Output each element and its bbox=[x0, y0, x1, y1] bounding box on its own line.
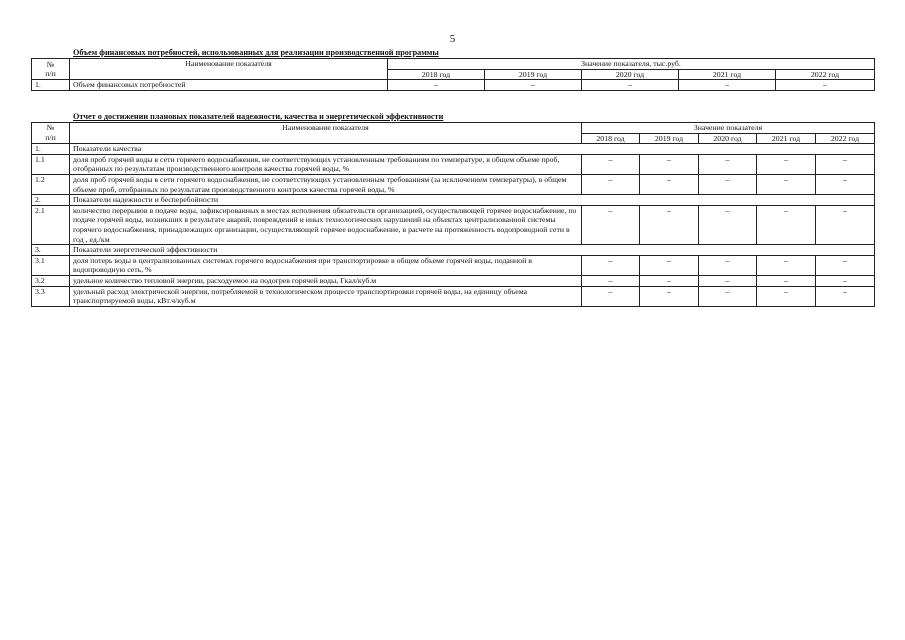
row-value: – bbox=[640, 174, 699, 194]
row-number: 2. bbox=[32, 195, 70, 206]
row-value: – bbox=[816, 286, 875, 306]
row-number: 3.2 bbox=[32, 275, 70, 286]
column-header-number-line2: п/п bbox=[45, 69, 56, 79]
row-value: – bbox=[388, 80, 485, 91]
row-value: – bbox=[582, 255, 640, 275]
year-header-2021: 2021 год bbox=[757, 133, 816, 144]
row-name: доля потерь воды в централизованных системах горячего водоснабжения при транспортировке в общем объеме горячей воды, поданной в водопроводную сеть, % bbox=[70, 255, 582, 275]
table-row bbox=[32, 154, 875, 174]
column-header-number bbox=[32, 123, 70, 144]
row-name: доля проб горячей воды в сети горячего водоснабжения, не соответствующих установленным требованиям по температуре, в общем объеме проб, отобранных по результатам производственного контроля качества горячей воды, % bbox=[70, 154, 582, 174]
year-header-2018: 2018 год bbox=[582, 133, 640, 144]
group-row bbox=[32, 144, 875, 155]
row-value: – bbox=[699, 286, 757, 306]
row-number: 1.2 bbox=[32, 174, 70, 194]
row-name: удельный расход электрической энергии, потребляемой в технологическом процессе транспортировки горячей воды, на единицу объема транспортируемой воды, кВт.ч/куб.м bbox=[70, 286, 582, 306]
row-value: – bbox=[640, 255, 699, 275]
row-value: – bbox=[699, 205, 757, 244]
group-row bbox=[32, 195, 875, 206]
column-header-value: Значение показателя bbox=[582, 123, 875, 134]
page-number: 5 bbox=[449, 33, 456, 45]
row-value: – bbox=[679, 80, 776, 91]
indicators-table bbox=[31, 122, 875, 307]
table-row bbox=[32, 80, 875, 91]
year-header-2022: 2022 год bbox=[776, 69, 875, 80]
row-value: – bbox=[757, 255, 816, 275]
row-number: 1. bbox=[32, 80, 70, 91]
row-value: – bbox=[757, 286, 816, 306]
row-name: доля проб горячей воды в сети горячего водоснабжения, не соответствующих установленным требованиям (за исключением температуры), в общем объеме проб, отобранных по результатам производственного контроля качества горячей воды, % bbox=[70, 174, 582, 194]
row-value: – bbox=[640, 275, 699, 286]
row-number: 3. bbox=[32, 245, 70, 256]
table-row bbox=[32, 286, 875, 306]
row-name: удельное количество тепловой энергии, расходуемое на подогрев горячей воды, Гкал/куб.м bbox=[70, 275, 582, 286]
column-header-name: Наименование показателя bbox=[70, 123, 582, 144]
row-number: 1. bbox=[32, 144, 70, 155]
row-name: количество перерывов в подаче воды, зафиксированных в местах исполнения обязательств организацией, осуществляющей горячее водоснабжение, по подаче горячей воды, возникших в результате аварий, повреждений и иных технологических нарушений на объектах централизованной системы горячего водоснабжения, принадлежащих организации, осуществляющей горячее водоснабжение, в расчете на протяженность водопроводной сети в год , ед./км bbox=[70, 205, 582, 244]
column-header-number bbox=[32, 59, 70, 80]
row-value: – bbox=[582, 205, 640, 244]
row-value: – bbox=[582, 80, 679, 91]
year-header-2019: 2019 год bbox=[640, 133, 699, 144]
section-title-indicators: Отчет о достижении плановых показателей надежности, качества и энергетической эффективности bbox=[73, 112, 444, 121]
year-header-2018: 2018 год bbox=[388, 69, 485, 80]
row-number: 2.1 bbox=[32, 205, 70, 244]
row-value: – bbox=[699, 275, 757, 286]
year-header-2020: 2020 год bbox=[699, 133, 757, 144]
table-row bbox=[32, 174, 875, 194]
financial-needs-table bbox=[31, 58, 875, 91]
column-header-value: Значение показателя, тыс.руб. bbox=[388, 59, 875, 70]
year-header-2020: 2020 год bbox=[582, 69, 679, 80]
year-header-2021: 2021 год bbox=[679, 69, 776, 80]
year-header-2022: 2022 год bbox=[816, 133, 875, 144]
table-row bbox=[32, 255, 875, 275]
row-value: – bbox=[640, 154, 699, 174]
row-value: – bbox=[582, 154, 640, 174]
group-row bbox=[32, 245, 875, 256]
row-number: 3.1 bbox=[32, 255, 70, 275]
row-number: 3.3 bbox=[32, 286, 70, 306]
row-value: – bbox=[757, 174, 816, 194]
table-row bbox=[32, 205, 875, 244]
row-value: – bbox=[816, 205, 875, 244]
row-value: – bbox=[699, 154, 757, 174]
row-value: – bbox=[816, 275, 875, 286]
column-header-name: Наименование показателя bbox=[70, 59, 388, 80]
row-value: – bbox=[776, 80, 875, 91]
group-name: Показатели энергетической эффективности bbox=[70, 245, 875, 256]
row-value: – bbox=[582, 275, 640, 286]
group-name: Показатели качества bbox=[70, 144, 875, 155]
row-value: – bbox=[699, 255, 757, 275]
column-header-number-line2: п/п bbox=[45, 132, 56, 142]
table-row bbox=[32, 275, 875, 286]
row-value: – bbox=[757, 205, 816, 244]
row-value: – bbox=[582, 286, 640, 306]
row-value: – bbox=[699, 174, 757, 194]
row-value: – bbox=[582, 174, 640, 194]
row-value: – bbox=[485, 80, 582, 91]
row-value: – bbox=[816, 154, 875, 174]
row-value: – bbox=[757, 275, 816, 286]
row-name: Объем финансовых потребностей bbox=[70, 80, 388, 91]
row-value: – bbox=[640, 286, 699, 306]
row-number: 1.1 bbox=[32, 154, 70, 174]
row-value: – bbox=[640, 205, 699, 244]
row-value: – bbox=[816, 174, 875, 194]
row-value: – bbox=[816, 255, 875, 275]
section-title-financial: Объем финансовых потребностей, использованных для реализации производственной программы bbox=[73, 48, 439, 57]
column-header-number-line1: № bbox=[46, 59, 55, 69]
year-header-2019: 2019 год bbox=[485, 69, 582, 80]
row-value: – bbox=[757, 154, 816, 174]
column-header-number-line1: № bbox=[46, 123, 55, 132]
group-name: Показатели надежности и бесперебойности bbox=[70, 195, 875, 206]
